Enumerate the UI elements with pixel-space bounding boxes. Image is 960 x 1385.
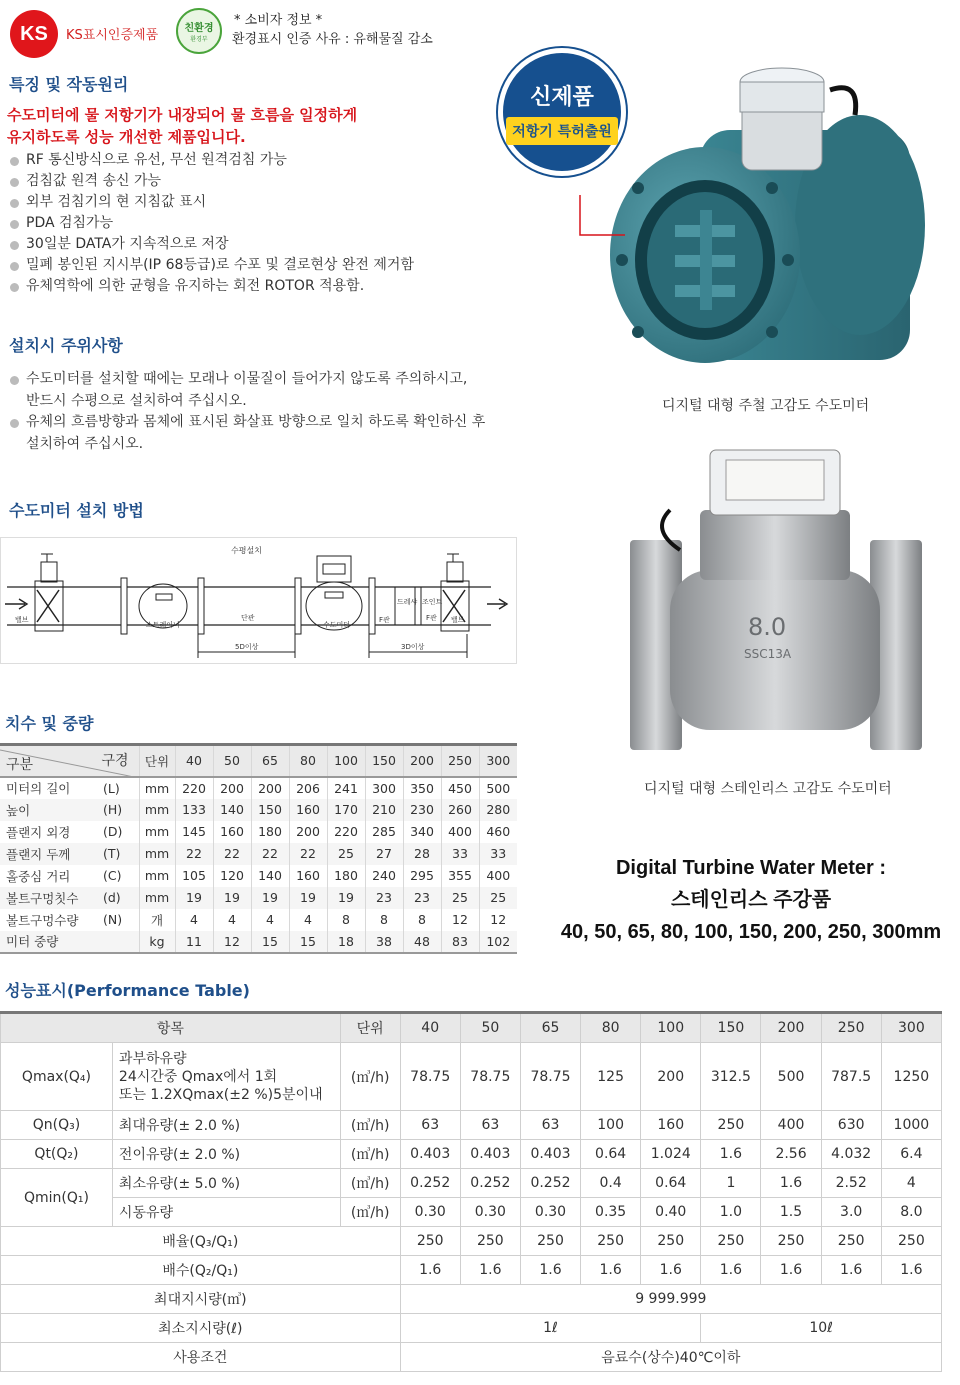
unit-cell: mm	[139, 865, 175, 887]
value-cell: 400	[761, 1111, 821, 1140]
table-row	[1, 1227, 942, 1256]
value-cell: 1.6	[520, 1256, 580, 1285]
body-dial-text: 8.0	[748, 613, 787, 641]
product-title	[560, 852, 942, 948]
min-indicate-label: 최소지시량(ℓ)	[1, 1314, 401, 1343]
qn-name: Qn(Q₃)	[1, 1111, 113, 1140]
list-item: 30일분 DATA가 지속적으로 저장	[4, 234, 414, 255]
value-cell: 12	[213, 931, 251, 953]
value-cell: 450	[441, 777, 479, 799]
value-cell: 1	[701, 1169, 761, 1198]
list-item: 외부 검침기의 현 지침값 표시	[4, 192, 414, 213]
value-cell: 4	[881, 1169, 941, 1198]
qmax-desc-line: 또는 1.2XQmax(±2 %)5분이내	[118, 1086, 323, 1103]
table-row	[1, 1343, 942, 1372]
unit-cell: (㎥/h)	[340, 1198, 400, 1227]
value-cell: 0.40	[641, 1198, 701, 1227]
row-name: 플랜지 외경	[6, 824, 71, 840]
dimensions-body	[0, 777, 517, 953]
eco-sub-label: 환경부	[190, 36, 208, 43]
unit-header: 단위	[139, 745, 175, 777]
performance-table-wrap	[0, 1011, 942, 1372]
value-cell: 220	[175, 777, 213, 799]
value-cell: 285	[365, 821, 403, 843]
performance-title: 성능표시(Performance Table)	[5, 981, 250, 1000]
label-f2: F관	[426, 614, 437, 622]
value-cell: 2.56	[761, 1140, 821, 1169]
label-valve-1: 밸브	[15, 616, 29, 624]
value-cell: 0.252	[460, 1169, 520, 1198]
value-cell: 19	[213, 887, 251, 909]
value-cell: 0.64	[581, 1140, 641, 1169]
size-header: 150	[365, 745, 403, 777]
product-1-caption: 디지털 대형 주철 고감도 수도미터	[662, 398, 870, 414]
value-cell: 1.6	[581, 1256, 641, 1285]
value-cell: 250	[400, 1227, 460, 1256]
install-diagram	[0, 537, 517, 664]
value-cell: 0.252	[520, 1169, 580, 1198]
qt-desc: 전이유량(± 2.0 %)	[112, 1140, 340, 1169]
size-header: 200	[761, 1013, 821, 1043]
eco-label: 친환경	[184, 23, 214, 34]
value-cell: 78.75	[460, 1043, 520, 1111]
table-row	[1, 1314, 942, 1343]
value-cell: 1.6	[821, 1256, 881, 1285]
size-header: 40	[400, 1013, 460, 1043]
value-cell: 220	[327, 821, 365, 843]
value-cell: 1.024	[641, 1140, 701, 1169]
value-cell: 340	[403, 821, 441, 843]
product-title-line-1: Digital Turbine Water Meter :	[615, 857, 887, 879]
value-cell: 210	[365, 799, 403, 821]
max-indicate-value: 9 999.999	[400, 1285, 941, 1314]
performance-body	[1, 1013, 942, 1372]
value-cell: 105	[175, 865, 213, 887]
value-cell: 787.5	[821, 1043, 881, 1111]
unit-cell: (㎥/h)	[340, 1140, 400, 1169]
label-len-1: 5D이상	[235, 643, 259, 651]
value-cell: 160	[289, 865, 327, 887]
value-cell: 350	[403, 777, 441, 799]
row-symbol: (d)	[103, 887, 139, 909]
value-cell: 4	[289, 909, 327, 931]
item-header: 항목	[1, 1013, 341, 1043]
value-cell: 250	[701, 1227, 761, 1256]
product-image-stainless	[600, 440, 940, 770]
value-cell: 15	[289, 931, 327, 953]
value-cell: 260	[441, 799, 479, 821]
qn-desc: 최대유량(± 2.0 %)	[112, 1111, 340, 1140]
value-cell: 460	[479, 821, 517, 843]
features-title: 특징 및 작동원리	[9, 75, 129, 94]
value-cell: 22	[289, 843, 327, 865]
row-name: 볼트구멍수량	[6, 912, 79, 928]
ks-label: KS표시인증제품	[66, 28, 159, 43]
qmax-desc-line: 24시간중 Qmax에서 1회	[118, 1068, 278, 1085]
table-row	[1, 1198, 942, 1227]
unit-cell: (㎥/h)	[340, 1043, 400, 1111]
highlight-line-2: 유지하도록 성능 개선한 제품입니다.	[7, 128, 246, 146]
unit-cell: mm	[139, 777, 175, 799]
row-symbol	[103, 931, 139, 953]
value-cell: 312.5	[701, 1043, 761, 1111]
value-cell: 28	[403, 843, 441, 865]
caution-list	[4, 369, 485, 455]
value-cell: 250	[581, 1227, 641, 1256]
value-cell: 145	[175, 821, 213, 843]
value-cell: 241	[327, 777, 365, 799]
row-name: 홀중심 거리	[6, 868, 71, 884]
value-cell: 19	[251, 887, 289, 909]
value-cell: 1.6	[460, 1256, 520, 1285]
value-cell: 250	[520, 1227, 580, 1256]
table-row	[0, 821, 517, 843]
value-cell: 1.6	[701, 1140, 761, 1169]
value-cell: 1250	[881, 1043, 941, 1111]
value-cell: 400	[441, 821, 479, 843]
value-cell: 125	[581, 1043, 641, 1111]
row-name: 미터 중량	[0, 931, 103, 953]
dimensions-title: 치수 및 중량	[5, 714, 94, 733]
value-cell: 1.6	[761, 1169, 821, 1198]
value-cell: 1.5	[761, 1198, 821, 1227]
value-cell: 22	[175, 843, 213, 865]
value-cell: 25	[441, 887, 479, 909]
value-cell: 8	[327, 909, 365, 931]
performance-table	[0, 1011, 942, 1372]
value-cell: 120	[213, 865, 251, 887]
value-cell: 240	[365, 865, 403, 887]
value-cell: 78.75	[400, 1043, 460, 1111]
value-cell: 102	[479, 931, 517, 953]
min-indicate-value-a: 1ℓ	[400, 1314, 701, 1343]
label-drain: 드레샤	[397, 598, 418, 606]
table-row	[0, 799, 517, 821]
value-cell: 355	[441, 865, 479, 887]
product-title-line-2: 스테인리스 주강품	[670, 889, 832, 911]
list-item: 검침값 원격 송신 가능	[4, 171, 414, 192]
table-row	[1, 1285, 942, 1314]
value-cell: 4	[175, 909, 213, 931]
value-cell: 0.30	[460, 1198, 520, 1227]
label-valve-2: 밸브	[451, 616, 465, 624]
value-cell: 133	[175, 799, 213, 821]
label-f1: F관	[379, 616, 390, 624]
label-pipe: 단관	[241, 614, 255, 622]
qmax-name: Qmax(Q₄)	[1, 1043, 113, 1111]
table-row	[1, 1256, 942, 1285]
size-header: 100	[327, 745, 365, 777]
value-cell: 6.4	[881, 1140, 941, 1169]
table-header-row	[0, 745, 517, 777]
table-row	[1, 1043, 942, 1111]
caution-line: 유체의 흐름방향과 몸체에 표시된 화살표 방향으로 일치 하도록 확인하신 후	[26, 414, 486, 430]
value-cell: 0.30	[520, 1198, 580, 1227]
value-cell: 19	[327, 887, 365, 909]
value-cell: 1.6	[761, 1256, 821, 1285]
value-cell: 11	[175, 931, 213, 953]
size-header: 80	[289, 745, 327, 777]
value-cell: 1.6	[881, 1256, 941, 1285]
condition-label: 사용조건	[1, 1343, 401, 1372]
value-cell: 140	[251, 865, 289, 887]
table-row	[0, 865, 517, 887]
caution-line: 설치하여 주십시오.	[26, 435, 144, 452]
value-cell: 0.252	[400, 1169, 460, 1198]
value-cell: 63	[460, 1111, 520, 1140]
min-indicate-value-b: 10ℓ	[701, 1314, 942, 1343]
size-header: 80	[581, 1013, 641, 1043]
size-header: 250	[821, 1013, 881, 1043]
eco-mark-logo	[176, 8, 222, 54]
value-cell: 0.403	[400, 1140, 460, 1169]
label-len-2: 3D이상	[401, 643, 425, 651]
value-cell: 100	[581, 1111, 641, 1140]
install-diagram-svg	[1, 538, 518, 665]
label-meter: 수도미터	[323, 621, 351, 629]
unit-cell: (㎥/h)	[340, 1111, 400, 1140]
row-symbol: (H)	[103, 799, 139, 821]
qmax-desc	[112, 1043, 340, 1111]
table-row	[1, 1140, 942, 1169]
corner-top-label: 구경	[101, 753, 129, 769]
dimensions-table	[0, 743, 517, 954]
value-cell: 0.30	[400, 1198, 460, 1227]
value-cell: 250	[761, 1227, 821, 1256]
mult-label: 배수(Q₂/Q₁)	[1, 1256, 401, 1285]
value-cell: 200	[213, 777, 251, 799]
size-header: 50	[213, 745, 251, 777]
body-model-text: SSC13A	[744, 647, 792, 661]
unit-cell: kg	[139, 931, 175, 953]
value-cell: 33	[479, 843, 517, 865]
value-cell: 500	[479, 777, 517, 799]
value-cell: 630	[821, 1111, 881, 1140]
value-cell: 3.0	[821, 1198, 881, 1227]
install-title: 수도미터 설치 방법	[9, 501, 144, 520]
value-cell: 206	[289, 777, 327, 799]
qt-name: Qt(Q₂)	[1, 1140, 113, 1169]
value-cell: 23	[365, 887, 403, 909]
value-cell: 200	[641, 1043, 701, 1111]
unit-cell: mm	[139, 821, 175, 843]
table-row	[1, 1111, 942, 1140]
unit-cell: 개	[139, 909, 175, 931]
value-cell: 12	[441, 909, 479, 931]
ks-logo: KS	[10, 10, 58, 58]
value-cell: 0.403	[460, 1140, 520, 1169]
unit-cell: mm	[139, 843, 175, 865]
table-row	[0, 843, 517, 865]
value-cell: 1.0	[701, 1198, 761, 1227]
value-cell: 63	[400, 1111, 460, 1140]
value-cell: 23	[403, 887, 441, 909]
value-cell: 140	[213, 799, 251, 821]
caution-line: 반드시 수평으로 설치하여 주십시오.	[26, 392, 247, 409]
value-cell: 2.52	[821, 1169, 881, 1198]
value-cell: 500	[761, 1043, 821, 1111]
value-cell: 160	[213, 821, 251, 843]
value-cell: 0.4	[581, 1169, 641, 1198]
row-symbol: (N)	[103, 912, 123, 927]
value-cell: 48	[403, 931, 441, 953]
value-cell: 200	[289, 821, 327, 843]
value-cell: 78.75	[520, 1043, 580, 1111]
consumer-title: * 소비자 정보 *	[234, 13, 323, 28]
table-row	[0, 931, 517, 953]
size-header: 200	[403, 745, 441, 777]
value-cell: 180	[327, 865, 365, 887]
value-cell: 170	[327, 799, 365, 821]
value-cell: 12	[479, 909, 517, 931]
qmin-name: Qmin(Q₁)	[1, 1169, 113, 1227]
value-cell: 200	[251, 777, 289, 799]
value-cell: 1000	[881, 1111, 941, 1140]
value-cell: 8	[403, 909, 441, 931]
value-cell: 63	[520, 1111, 580, 1140]
row-name: 볼트구멍칫수	[0, 887, 103, 909]
size-header: 150	[701, 1013, 761, 1043]
value-cell: 4	[213, 909, 251, 931]
value-cell: 250	[460, 1227, 520, 1256]
value-cell: 8.0	[881, 1198, 941, 1227]
table-row	[0, 777, 517, 799]
value-cell: 19	[289, 887, 327, 909]
list-item: 밀폐 봉인된 지시부(IP 68등급)로 수포 및 결로현상 완전 제거함	[4, 255, 414, 276]
value-cell: 250	[881, 1227, 941, 1256]
new-product-badge	[498, 48, 626, 176]
table-row	[0, 887, 517, 909]
table-row	[1, 1169, 942, 1198]
row-symbol: (L)	[103, 780, 120, 796]
size-header: 300	[881, 1013, 941, 1043]
corner-bottom-label: 구분	[6, 756, 34, 773]
value-cell: 0.64	[641, 1169, 701, 1198]
value-cell: 295	[403, 865, 441, 887]
value-cell: 38	[365, 931, 403, 953]
value-cell: 400	[479, 865, 517, 887]
row-symbol: (C)	[103, 868, 122, 883]
consumer-info	[232, 11, 433, 49]
badge-line-1: 신제품	[530, 84, 594, 110]
unit-header: 단위	[340, 1013, 400, 1043]
size-header: 40	[175, 745, 213, 777]
highlight-line-1: 수도미터에 물 저항기가 내장되어 물 흐름을 일정하게	[7, 106, 358, 124]
value-cell: 1.6	[400, 1256, 460, 1285]
size-header: 50	[460, 1013, 520, 1043]
value-cell: 1.6	[641, 1256, 701, 1285]
value-cell: 300	[365, 777, 403, 799]
value-cell: 180	[251, 821, 289, 843]
list-item: 유체역학에 의한 균형을 유지하는 회전 ROTOR 적용함.	[4, 276, 414, 297]
value-cell: 25	[479, 887, 517, 909]
value-cell: 4.032	[821, 1140, 881, 1169]
dimensions-table-wrap	[0, 743, 517, 954]
value-cell: 150	[251, 799, 289, 821]
label-strainer: 스트레이너	[146, 621, 180, 629]
value-cell: 8	[365, 909, 403, 931]
list-item	[4, 412, 485, 455]
value-cell: 27	[365, 843, 403, 865]
size-header: 65	[520, 1013, 580, 1043]
row-name: 높이	[0, 799, 103, 821]
consumer-text: 환경표시 인증 사유 : 유해물질 감소	[232, 32, 433, 47]
product-title-line-3: 40, 50, 65, 80, 100, 150, 200, 250, 300mm	[560, 921, 942, 943]
value-cell: 25	[327, 843, 365, 865]
value-cell: 22	[213, 843, 251, 865]
value-cell: 4	[251, 909, 289, 931]
size-header: 65	[251, 745, 289, 777]
features-highlight	[7, 104, 357, 148]
value-cell: 250	[701, 1111, 761, 1140]
size-header: 250	[441, 745, 479, 777]
value-cell: 19	[175, 887, 213, 909]
value-cell: 33	[441, 843, 479, 865]
ratio-label: 배율(Q₃/Q₁)	[1, 1227, 401, 1256]
size-header: 100	[641, 1013, 701, 1043]
caution-line: 수도미터를 설치할 때에는 모래나 이물질이 들어가지 않도록 주의하시고,	[26, 371, 468, 387]
list-item: PDA 검침가능	[4, 213, 414, 234]
features-list	[4, 150, 414, 297]
table-row	[0, 909, 517, 931]
list-item: RF 통신방식으로 유선, 무선 원격검침 가능	[4, 150, 414, 171]
value-cell: 1.6	[701, 1256, 761, 1285]
product-2-caption: 디지털 대형 스테인리스 고감도 수도미터	[644, 781, 892, 797]
stainless-meter-illustration	[600, 440, 940, 770]
condition-value: 음료수(상수)40℃이하	[400, 1343, 941, 1372]
value-cell: 22	[251, 843, 289, 865]
value-cell: 230	[403, 799, 441, 821]
qmin-desc: 최소유량(± 5.0 %)	[112, 1169, 340, 1198]
value-cell: 0.35	[581, 1198, 641, 1227]
value-cell: 83	[441, 931, 479, 953]
unit-cell: mm	[139, 799, 175, 821]
list-item	[4, 369, 485, 412]
qmax-desc-line: 과부하유량	[118, 1050, 187, 1067]
value-cell: 250	[641, 1227, 701, 1256]
value-cell: 18	[327, 931, 365, 953]
row-symbol: (T)	[103, 843, 139, 865]
size-header: 300	[479, 745, 517, 777]
row-symbol: (D)	[103, 824, 123, 839]
value-cell: 250	[821, 1227, 881, 1256]
caution-title: 설치시 주위사항	[9, 336, 123, 355]
label-top: 수평설치	[231, 546, 262, 555]
table-header-row	[1, 1013, 942, 1043]
value-cell: 15	[251, 931, 289, 953]
unit-cell: mm	[139, 887, 175, 909]
unit-cell: (㎥/h)	[340, 1169, 400, 1198]
start-flow-desc: 시동유량	[112, 1198, 340, 1227]
badge-line-2: 저항기 특허출원	[506, 117, 618, 145]
row-name: 미터의 길이	[6, 781, 71, 796]
value-cell: 0.403	[520, 1140, 580, 1169]
value-cell: 280	[479, 799, 517, 821]
row-name: 플랜지 두께	[0, 843, 103, 865]
max-indicate-label: 최대지시량(㎥)	[1, 1285, 401, 1314]
label-joint: 조인트	[422, 598, 443, 606]
value-cell: 160	[289, 799, 327, 821]
value-cell: 160	[641, 1111, 701, 1140]
corner-cell	[0, 745, 139, 777]
